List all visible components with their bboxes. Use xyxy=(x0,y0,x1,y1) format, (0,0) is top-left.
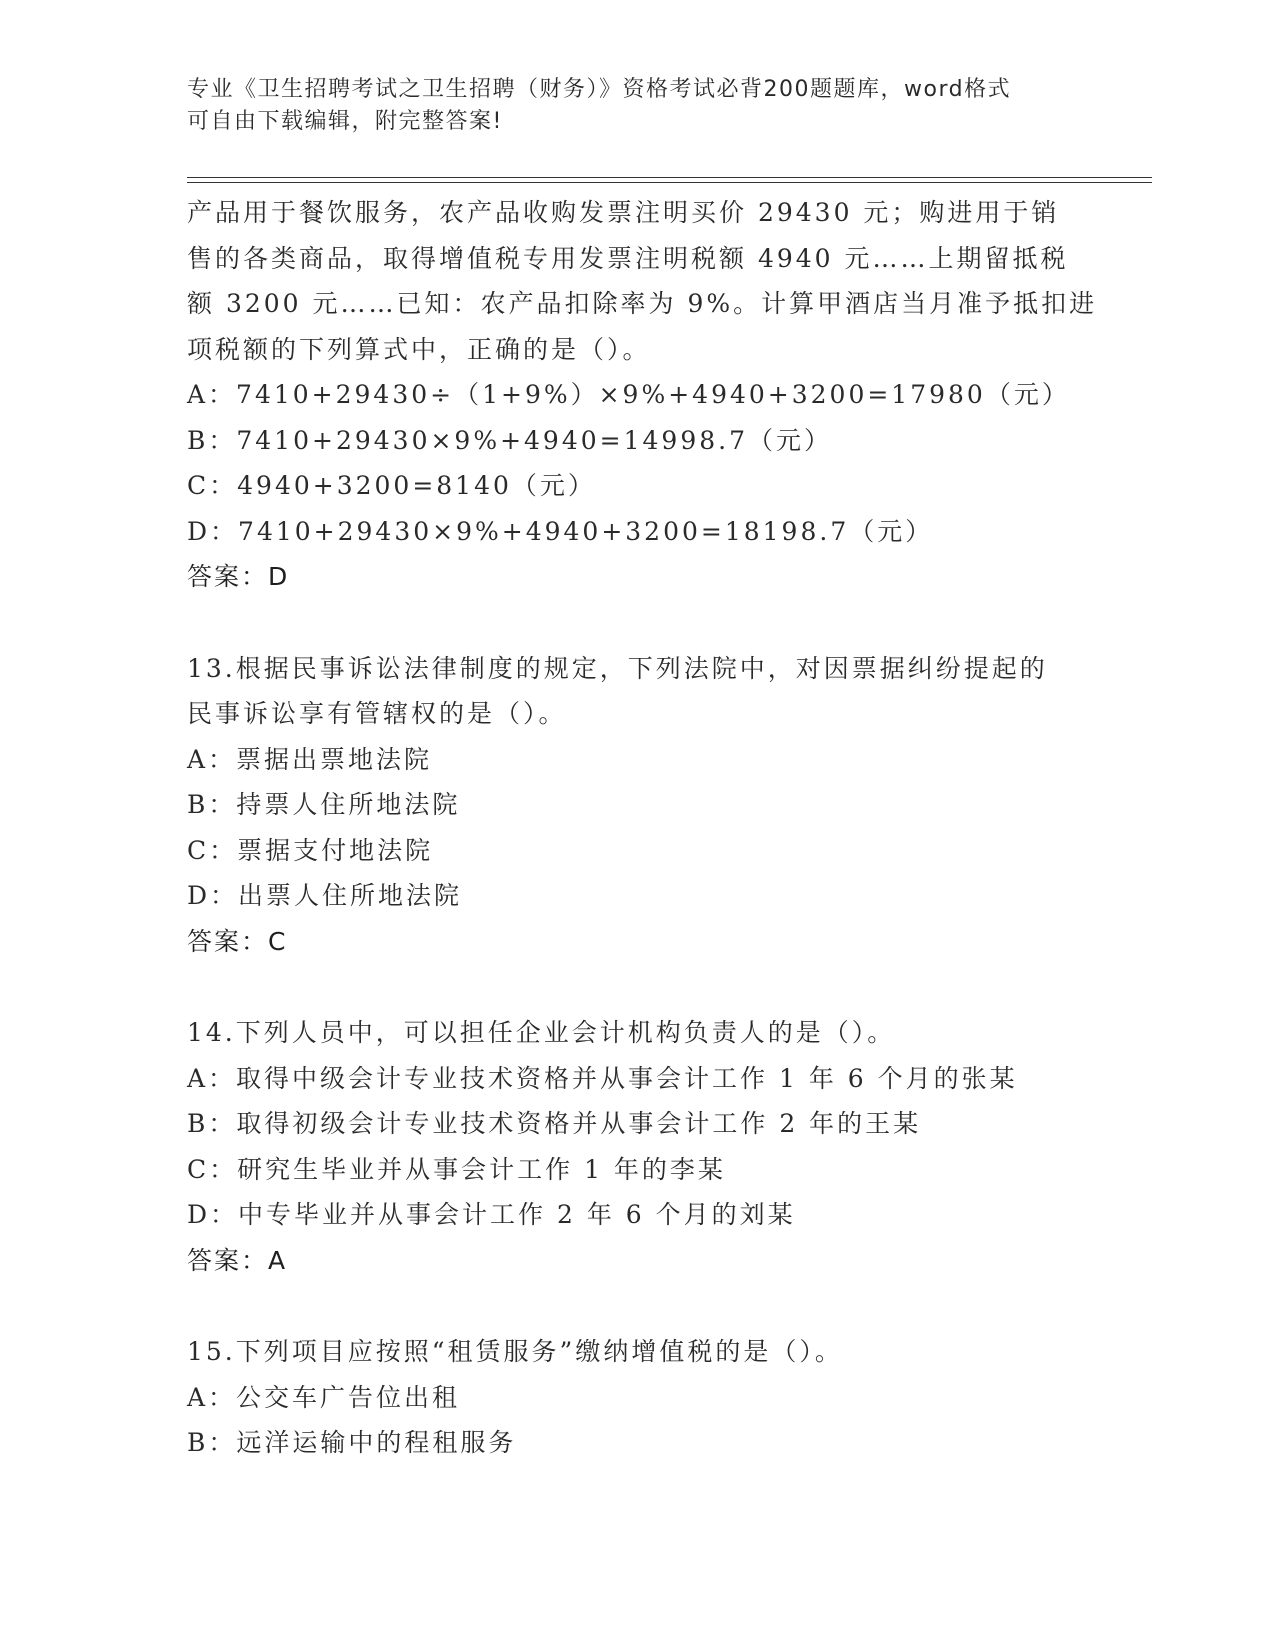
option-b: B：持票人住所地法院 xyxy=(187,790,461,819)
option-d: D：7410+29430×9%+4940+3200=18198.7（元） xyxy=(187,516,934,546)
question-spacer xyxy=(187,1283,1087,1329)
header-divider-top xyxy=(187,177,1152,178)
question-list xyxy=(187,190,1098,1466)
question-15 xyxy=(187,1329,1087,1466)
question-stem-line: 15.下列项目应按照“租赁服务”缴纳增值税的是（）。 xyxy=(187,1337,843,1366)
option-c: C：4940+3200=8140（元） xyxy=(187,471,596,500)
question-stem-line: 额 3200 元……已知：农产品扣除率为 9%。计算甲酒店当月准予抵扣进 xyxy=(187,289,1098,318)
option-a: A：票据出票地法院 xyxy=(187,744,433,774)
option-c: C：票据支付地法院 xyxy=(187,835,434,865)
question-12 xyxy=(187,190,1098,600)
option-c: C：研究生毕业并从事会计工作 1 年的李某 xyxy=(187,1154,726,1184)
question-stem-line: 项税额的下列算式中，正确的是（）。 xyxy=(187,334,651,364)
option-a: A：取得中级会计专业技术资格并从事会计工作 1 年 6 个月的张某 xyxy=(187,1063,1018,1093)
question-14 xyxy=(187,1010,1087,1283)
option-d: D：出票人住所地法院 xyxy=(187,881,463,910)
question-13 xyxy=(187,646,1087,965)
header-title-line-1: 专业《卫生招聘考试之卫生招聘（财务）》资格考试必背200题题库，word格式 xyxy=(187,77,1012,102)
question-spacer xyxy=(187,600,1087,646)
option-a: A：7410+29430÷（1+9%）×9%+4940+3200=17980（元） xyxy=(187,380,1070,409)
question-stem-line: 产品用于餐饮服务，农产品收购发票注明买价 29430 元；购进用于销 xyxy=(187,198,1060,227)
question-spacer xyxy=(187,964,1087,1010)
option-d: D：中专毕业并从事会计工作 2 年 6 个月的刘某 xyxy=(187,1200,796,1229)
header-title-line-2: 可自由下载编辑，附完整答案! xyxy=(187,109,503,134)
document-header xyxy=(187,74,1067,138)
question-stem-line: 售的各类商品，取得增值税专用发票注明税额 4940 元……上期留抵税 xyxy=(187,243,1069,273)
option-a: A：公交车广告位出租 xyxy=(187,1382,461,1412)
question-stem-line: 13.根据民事诉讼法律制度的规定，下列法院中，对因票据纠纷提起的 xyxy=(187,653,1048,683)
header-divider-bottom xyxy=(187,182,1152,183)
answer-label: 答案：C xyxy=(187,926,288,956)
option-b: B：7410+29430×9%+4940=14998.7（元） xyxy=(187,425,832,455)
option-b: B：远洋运输中的程租服务 xyxy=(187,1428,517,1457)
answer-label: 答案：A xyxy=(187,1245,288,1275)
question-stem-line: 民事诉讼享有管辖权的是（）。 xyxy=(187,699,567,728)
answer-label: 答案：D xyxy=(187,562,290,591)
question-stem-line: 14.下列人员中，可以担任企业会计机构负责人的是（）。 xyxy=(187,1018,896,1047)
option-b: B：取得初级会计专业技术资格并从事会计工作 2 年的王某 xyxy=(187,1109,922,1138)
